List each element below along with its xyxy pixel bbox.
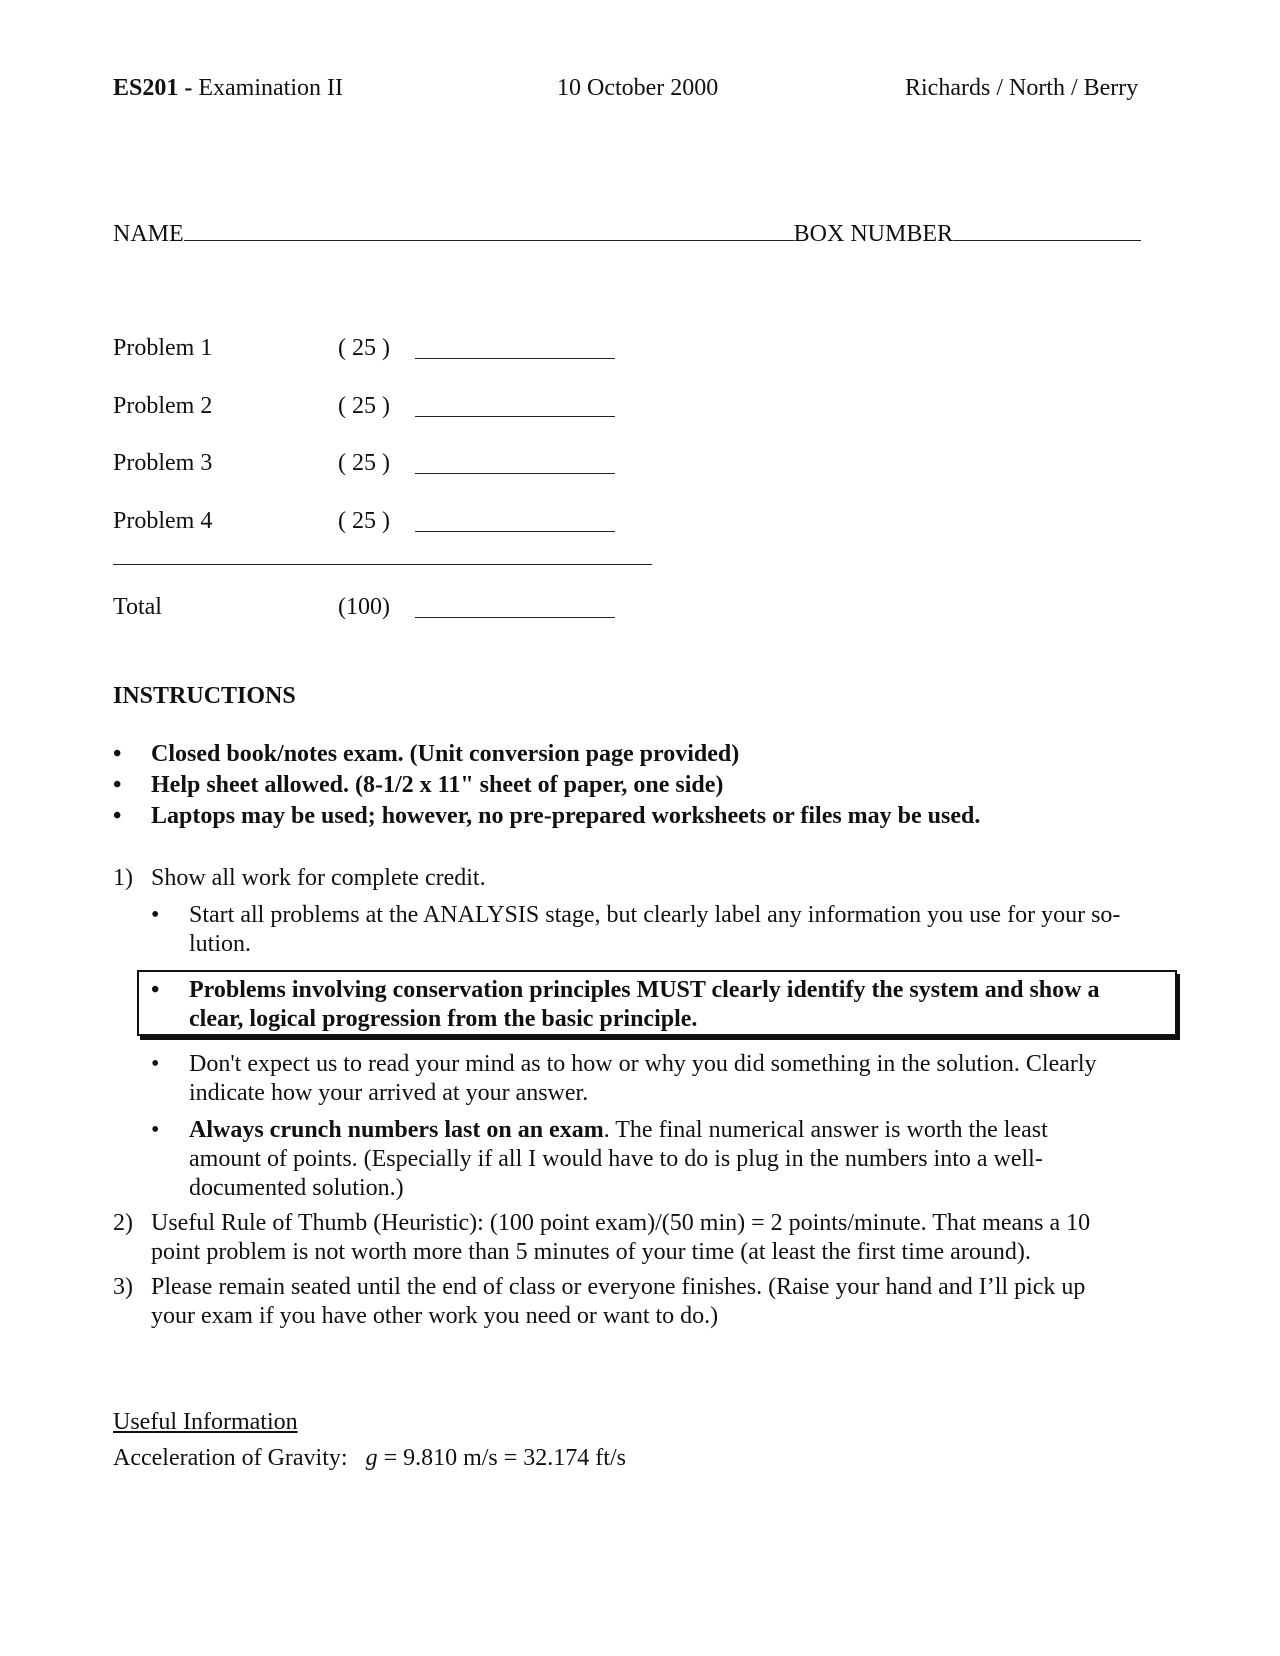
score-points-3: ( 25 ) [338, 450, 390, 476]
sub-bullet-icon-4: • [151, 1117, 160, 1143]
instruction-bullet-text: Help sheet allowed. (8-1/2 x 11" sheet of paper, one side) [151, 772, 724, 798]
name-blank[interactable] [184, 218, 794, 241]
sub-bullet-2-line-2: clear, logical progression from the basic principle. [189, 1006, 698, 1032]
gravity-value: = 9.810 m/s = 32.174 ft/s [377, 1445, 626, 1471]
gravity-label: Acceleration of Gravity: [113, 1445, 348, 1471]
bullet-icon: • [113, 772, 122, 798]
score-points-2: ( 25 ) [338, 393, 390, 419]
score-blank-3[interactable] [415, 473, 615, 474]
sub-bullet-3-line-1: Don't expect us to read your mind as to how or why you did something in the solution. Clearly [189, 1051, 1097, 1077]
instructors: Richards / North / Berry [905, 75, 1139, 101]
sub-bullet-4-rest: . The final numerical answer is worth the least [603, 1117, 1048, 1143]
item-1-text: Show all work for complete credit. [151, 865, 486, 891]
score-label-1: Problem 1 [113, 335, 213, 361]
item-number-3: 3) [113, 1274, 133, 1300]
score-label-4: Problem 4 [113, 508, 213, 534]
course-code: ES201 - [113, 75, 193, 101]
total-points: (100) [338, 594, 390, 620]
sub-bullet-4-bold: Always crunch numbers last on an exam [189, 1117, 604, 1143]
item-number-1: 1) [113, 865, 133, 891]
gravity-line [113, 1444, 626, 1473]
name-label: NAME [113, 221, 184, 247]
item-3-line-2: your exam if you have other work you need or want to do.) [151, 1303, 719, 1329]
item-number-2: 2) [113, 1210, 133, 1236]
item-2-line-2: point problem is not worth more than 5 minutes of your time (at least the first time around). [151, 1239, 1031, 1265]
sub-bullet-icon-1: • [151, 902, 160, 928]
sub-bullet-1-line-1: Start all problems at the ANALYSIS stage, but clearly label any information you use for your so- [189, 902, 1121, 928]
score-label-2: Problem 2 [113, 393, 213, 419]
item-2-line-1: Useful Rule of Thumb (Heuristic): (100 point exam)/(50 min) = 2 points/minute. That means a 10 [151, 1210, 1091, 1236]
exam-date: 10 October 2000 [557, 75, 719, 101]
score-blank-4[interactable] [415, 531, 615, 532]
total-blank[interactable] [415, 617, 615, 618]
box-number-label: BOX NUMBER [793, 221, 954, 247]
bullet-icon: • [113, 803, 122, 829]
score-divider [113, 564, 652, 565]
exam-name: Examination II [198, 75, 343, 101]
sub-bullet-icon-2: • [151, 977, 160, 1003]
bullet-icon: • [113, 741, 122, 767]
sub-bullet-4-line-3: documented solution.) [189, 1175, 404, 1201]
box-number-blank[interactable] [953, 218, 1141, 241]
score-label-3: Problem 3 [113, 450, 213, 476]
instructions-heading: INSTRUCTIONS [113, 683, 296, 709]
sub-bullet-1-line-2: lution. [189, 931, 252, 957]
score-points-1: ( 25 ) [338, 335, 390, 361]
score-blank-1[interactable] [415, 358, 615, 359]
sub-bullet-2-line-1: Problems involving conservation principles MUST clearly identify the system and show a [189, 977, 1100, 1003]
total-label: Total [113, 594, 162, 620]
name-box-row [113, 218, 1141, 249]
gravity-symbol: g [365, 1445, 378, 1471]
score-blank-2[interactable] [415, 416, 615, 417]
sub-bullet-3-line-2: indicate how your arrived at your answer. [189, 1080, 589, 1106]
item-3-line-1: Please remain seated until the end of class or everyone finishes. (Raise your hand and I’ll pick up [151, 1274, 1086, 1300]
sub-bullet-4-line-2: amount of points. (Especially if all I would have to do is plug in the numbers into a well- [189, 1146, 1043, 1172]
course-title [113, 74, 343, 103]
sub-bullet-icon-3: • [151, 1051, 160, 1077]
instruction-bullet-text: Laptops may be used; however, no pre-prepared worksheets or files may be used. [151, 803, 981, 829]
sub-bullet-4-line-1 [189, 1116, 1048, 1145]
instruction-bullet-text: Closed book/notes exam. (Unit conversion page provided) [151, 741, 740, 767]
useful-info-heading: Useful Information [113, 1409, 298, 1435]
score-points-4: ( 25 ) [338, 508, 390, 534]
